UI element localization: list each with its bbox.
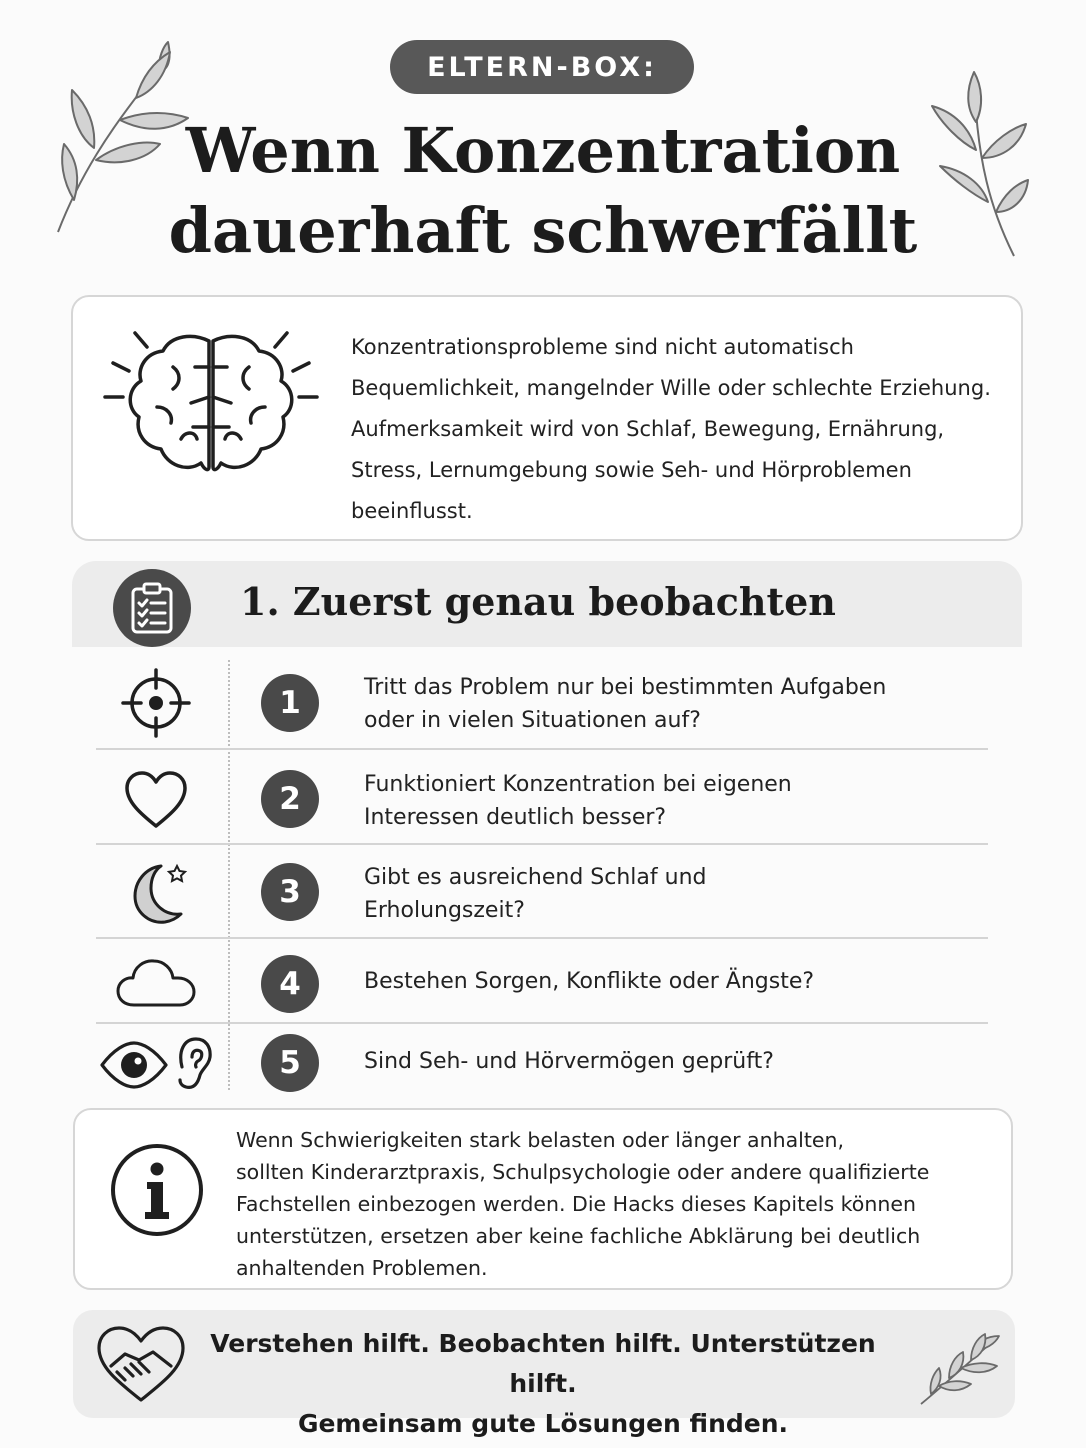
list-item <box>96 939 988 1024</box>
list-item <box>96 845 988 939</box>
number-badge: 3 <box>261 863 319 921</box>
moon-star-icon <box>96 853 216 933</box>
item-line: Tritt das Problem nur bei bestimmten Aufgaben <box>364 675 887 700</box>
page-title-line-1: Wenn Konzentration <box>185 114 901 187</box>
heart-icon <box>96 760 216 840</box>
info-line: unterstützen, ersetzen aber keine fachliche Abklärung bei deutlich <box>236 1224 921 1248</box>
clipboard-checklist-icon <box>113 569 191 647</box>
item-line: Gibt es ausreichend Schlaf und <box>364 865 707 890</box>
cloud-icon <box>96 943 216 1023</box>
item-text <box>364 1045 964 1078</box>
footer-line-2: Gemeinsam gute Lösungen finden. <box>297 1409 789 1438</box>
list-item <box>96 750 988 845</box>
target-icon <box>96 663 216 743</box>
eye-ear-icon <box>96 1028 216 1098</box>
intro-line: Stress, Lernumgebung sowie Seh- und Hörproblemen <box>351 458 912 482</box>
leaf-sprig-bottom-right <box>915 1328 1005 1408</box>
eltern-box-badge: ELTERN-BOX: <box>390 40 694 94</box>
footer-text <box>183 1324 903 1444</box>
intro-line: Aufmerksamkeit wird von Schlaf, Bewegung, Ernährung, <box>351 417 945 441</box>
number-badge: 5 <box>261 1034 319 1092</box>
section-title: 1. Zuerst genau beobachten <box>240 579 836 624</box>
item-line: Sind Seh- und Hörvermögen geprüft? <box>364 1049 774 1074</box>
item-line: Interessen deutlich besser? <box>364 805 667 830</box>
section-header <box>72 561 1022 647</box>
info-line: Fachstellen einbezogen werden. Die Hacks dieses Kapitels können <box>236 1192 916 1216</box>
info-card <box>73 1108 1013 1290</box>
item-line: oder in vielen Situationen auf? <box>364 708 701 733</box>
intro-card <box>71 295 1023 541</box>
list-item <box>96 655 988 750</box>
intro-line: Konzentrationsprobleme sind nicht automatisch <box>351 335 854 359</box>
item-text <box>364 768 964 834</box>
heart-handshake-icon <box>95 1324 187 1404</box>
info-icon <box>109 1142 205 1238</box>
footer-line-1: Verstehen hilft. Beobachten hilft. Unterstützen hilft. <box>210 1329 876 1398</box>
item-text <box>364 671 964 737</box>
intro-line: beeinflusst. <box>351 499 473 523</box>
info-line: Wenn Schwierigkeiten stark belasten oder länger anhalten, <box>236 1128 844 1152</box>
info-line: sollten Kinderarztpraxis, Schulpsychologie oder andere qualifizierte <box>236 1160 930 1184</box>
info-line: anhaltenden Problemen. <box>236 1256 488 1280</box>
item-line: Bestehen Sorgen, Konflikte oder Ängste? <box>364 969 815 994</box>
intro-line: Bequemlichkeit, mangelnder Wille oder schlechte Erziehung. <box>351 376 991 400</box>
page-title-line-2: dauerhaft schwerfällt <box>168 194 918 267</box>
item-text <box>364 965 964 998</box>
item-text <box>364 861 964 927</box>
item-line: Funktioniert Konzentration bei eigenen <box>364 772 792 797</box>
brain-icon <box>101 327 321 487</box>
number-badge: 2 <box>261 770 319 828</box>
footer-banner <box>73 1310 1015 1438</box>
info-text <box>236 1124 996 1284</box>
number-badge: 1 <box>261 674 319 732</box>
number-badge: 4 <box>261 955 319 1013</box>
item-line: Erholungszeit? <box>364 898 525 923</box>
intro-text <box>351 327 1011 532</box>
list-item <box>96 1024 988 1100</box>
